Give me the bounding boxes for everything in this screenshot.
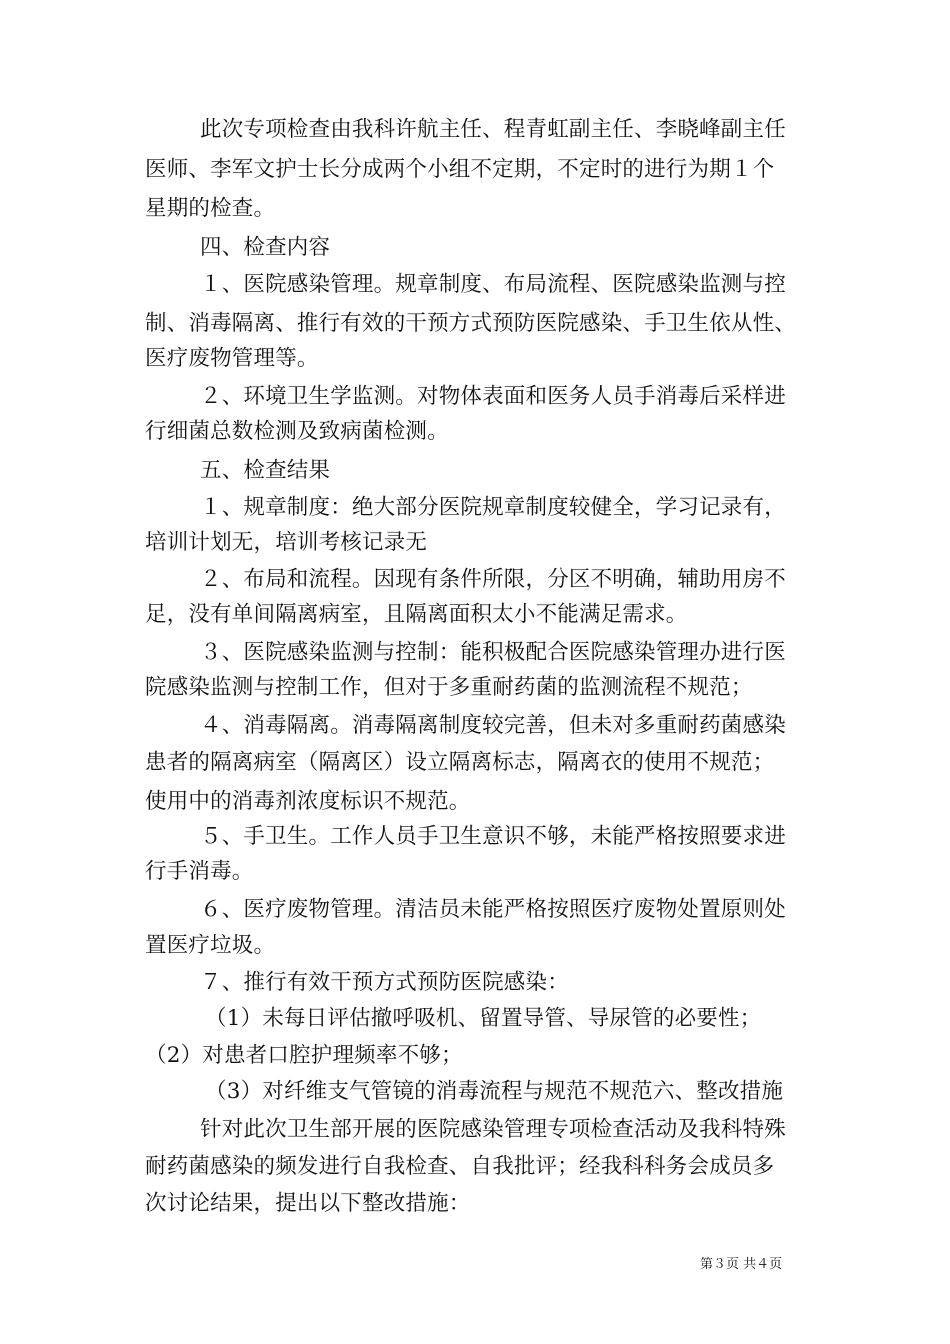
text-line: 星期的检查。	[145, 196, 276, 221]
text-line: 置医疗垃圾。	[145, 933, 276, 958]
text-line: 行手消毒。	[145, 859, 254, 884]
section-heading: 四、检查内容	[200, 235, 331, 260]
text-line: 使用中的消毒剂浓度标识不规范。	[145, 789, 471, 814]
text-line: １、规章制度：绝大部分医院规章制度较健全，学习记录有，	[200, 495, 786, 520]
text-line: ３、医院感染监测与控制：能积极配合医院感染管理办进行医	[200, 640, 786, 665]
text-line: ２、布局和流程。因现有条件所限，分区不明确，辅助用房不	[200, 567, 786, 592]
text-line: 此次专项检查由我科许航主任、程青虹副主任、李晓峰副主任	[200, 117, 786, 142]
page-number-footer: 第３页 共４页	[700, 1257, 783, 1272]
text-line: ４、消毒隔离。消毒隔离制度较完善，但未对多重耐药菌感染	[200, 713, 786, 738]
text-line: 培训计划无，培训考核记录无	[145, 530, 428, 555]
text-line: 耐药菌感染的频发进行自我检查、自我批评；经我科科务会成员多	[145, 1154, 775, 1179]
text-line: 足，没有单间隔离病室，且隔离面积太小不能满足需求。	[145, 602, 688, 627]
text-line: 医师、李军文护士长分成两个小组不定期，不定时的进行为期１个	[145, 157, 775, 182]
text-line: ２、环境卫生学监测。对物体表面和医务人员手消毒后采样进	[200, 384, 786, 409]
list-item: （3）对纤维支气管镜的消毒流程与规范不规范六、整改措施	[205, 1079, 784, 1104]
text-line: 患者的隔离病室（隔离区）设立隔离标志，隔离衣的使用不规范；	[145, 750, 775, 775]
text-line: ７、推行有效干预方式预防医院感染：	[200, 970, 569, 995]
list-item: （2）对患者口腔护理频率不够；	[145, 1043, 463, 1068]
text-line: 次讨论结果，提出以下整改措施：	[145, 1191, 471, 1216]
text-line: 院感染监测与控制工作，但对于多重耐药菌的监测流程不规范；	[145, 675, 753, 700]
text-line: ５、手卫生。工作人员手卫生意识不够，未能严格按照要求进	[200, 824, 786, 849]
text-line: 行细菌总数检测及致病菌检测。	[145, 419, 449, 444]
text-line: ６、医疗废物管理。清洁员未能严格按照医疗废物处置原则处	[200, 897, 786, 922]
text-line: 针对此次卫生部开展的医院感染管理专项检查活动及我科特殊	[200, 1117, 786, 1142]
list-item: （1）未每日评估撤呼吸机、留置导管、导尿管的必要性；	[205, 1006, 762, 1031]
section-heading: 五、检查结果	[200, 458, 331, 483]
text-line: １、医院感染管理。规章制度、布局流程、医院感染监测与控	[200, 272, 786, 297]
text-line: 制、消毒隔离、推行有效的干预方式预防医院感染、手卫生依从性、	[145, 311, 797, 336]
text-line: 医疗废物管理等。	[145, 346, 319, 371]
